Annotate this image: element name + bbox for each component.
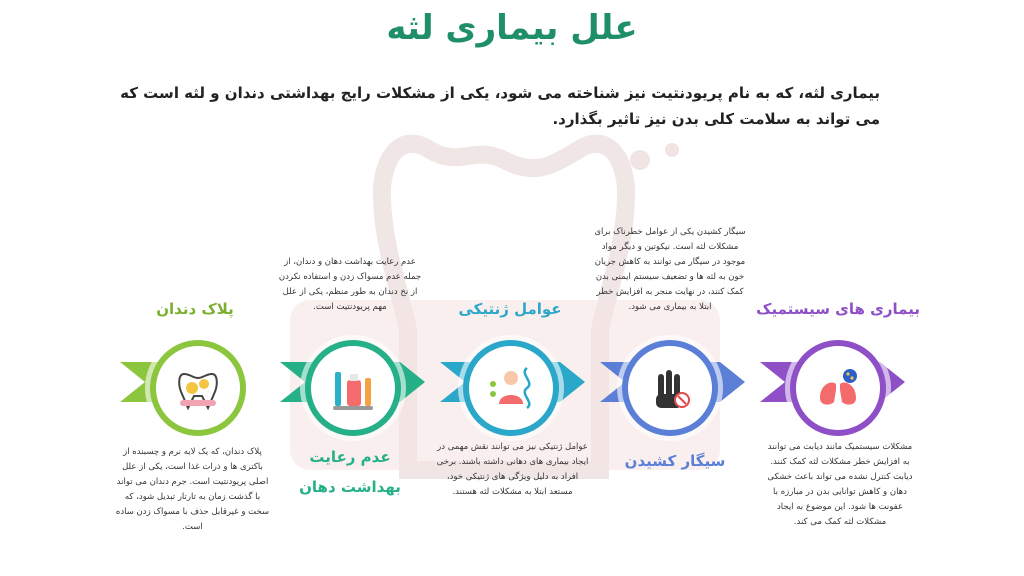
tooth-plaque-icon [150,340,246,436]
cause-desc-smoking: سیگار کشیدن یکی از عوامل خطرناک برای مشکلات لثه است. نیکوتین و دیگر مواد موجود در سیگار می توانند به کاهش جریان خون به لثه ها و تضعیف سیستم ایمنی بدن کمک کنند، در نهایت منجر به افزایش خطر ابتلا به بیماری می شود. [594,227,746,312]
cause-desc-hygiene: عدم رعایت بهداشت دهان و دندان، از جمله عدم مسواک زدن و استفاده نکردن از نخ دندان به طور منظم، یکی از علل مهم پریودنتیت است. [278,257,422,312]
intro-paragraph: بیماری لثه، که به نام پریودنتیت نیز شناخته می شود، یکی از مشکلات رایج بهداشتی دندان و لثه است که می تواند به سلامت کلی بدن نیز تاثیر بگذارد. [120,84,880,128]
page-title: علل بیماری لثه [386,8,638,48]
cause-label-smoking: سیگار کشیدن [624,452,726,470]
cause-label-systemic: بیماری های سیستمیک [756,300,920,318]
toothbrush-toothpaste-icon [305,340,401,436]
cause-desc-plaque: پلاک دندان، که یک لایه نرم و چسبنده از باکتری ها و ذرات غذا است، یکی از علل اصلی پریودنتیت است. جرم دندان می تواند با گذشت زمان به تارتار تبدیل شود، که سخت و غیرقابل حذف با مسواک زدن ساده است. [115,447,270,532]
cause-label-plaque: پلاک دندان [156,300,234,318]
cause-label-hygiene-line2: بهداشت دهان [299,478,401,496]
lungs-virus-icon [790,340,886,436]
cause-label-hygiene-line1: عدم رعایت [309,448,391,466]
no-smoking-icon [622,340,718,436]
cause-label-genetic: عوامل ژنتیکی [458,300,562,318]
dna-person-icon [463,340,559,436]
cause-desc-systemic: مشکلات سیستمیک مانند دیابت می توانند به افزایش خطر مشکلات لثه کمک کنند. دیابت کنترل نشده می تواند باعث خشکی دهان و کاهش توانایی بدن در مبارزه با عفونت ها شود. این موضوع به ایجاد مشکلات لثه کمک می کند. [767,442,913,527]
cause-desc-genetic: عوامل ژنتیکی نیز می توانند نقش مهمی در ایجاد بیماری های دهانی داشته باشند. برخی افراد به دلیل ویژگی های ژنتیکی خود، مستعد ابتلا به مشکلات لثه هستند. [436,442,589,497]
